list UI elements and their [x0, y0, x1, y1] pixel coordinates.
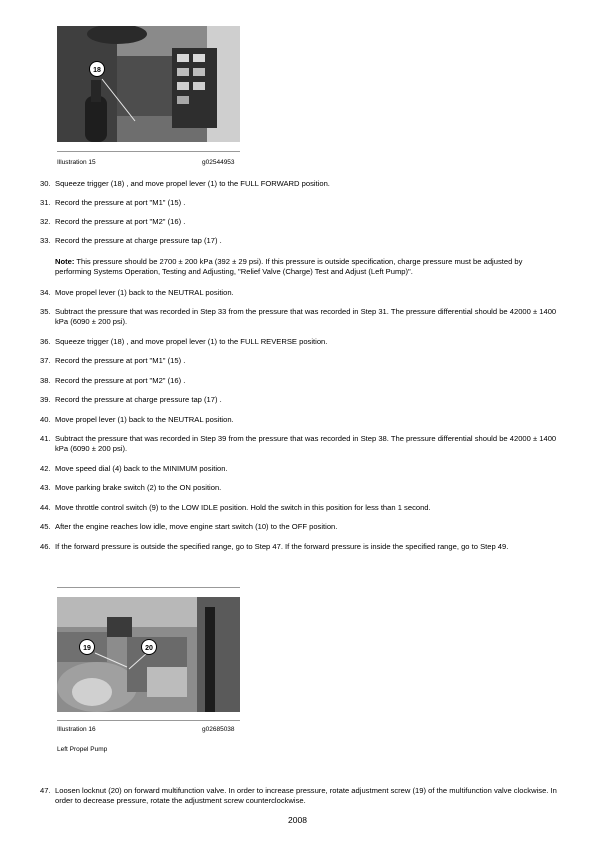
- step-number: 45.: [40, 522, 51, 531]
- step-number: 38.: [40, 376, 51, 385]
- step-text: Record the pressure at port "M1" (15) .: [55, 198, 186, 207]
- step-number: 33.: [40, 236, 51, 245]
- illustration-16: [57, 587, 240, 757]
- note-label: Note:: [55, 257, 75, 266]
- step-text: Move propel lever (1) back to the NEUTRAL position.: [55, 288, 234, 297]
- step-number: 47.: [40, 786, 51, 795]
- step-text: Squeeze trigger (18) , and move propel lever (1) to the FULL FORWARD position.: [55, 179, 330, 188]
- note: [55, 257, 560, 277]
- illustration-15-label: Illustration 15: [57, 159, 96, 166]
- step-number: 30.: [40, 179, 51, 188]
- step-text: Move propel lever (1) back to the NEUTRAL position.: [55, 415, 234, 424]
- step-text: Move speed dial (4) back to the MINIMUM position.: [55, 464, 228, 473]
- step-text: After the engine reaches low idle, move engine start switch (10) to the OFF position.: [55, 522, 338, 531]
- illustration-16-top-rule: [57, 587, 240, 588]
- step-text: Squeeze trigger (18) , and move propel lever (1) to the FULL REVERSE position.: [55, 337, 328, 346]
- callout-19-label: 19: [83, 645, 91, 652]
- illustration-15: [57, 26, 240, 171]
- callout-layer: [57, 26, 240, 142]
- step-text: Move throttle control switch (9) to the LOW IDLE position. Hold the switch in this position for less than 1 second.: [55, 503, 431, 512]
- step-number: 31.: [40, 198, 51, 207]
- illustration-15-id: g02544953: [202, 159, 235, 166]
- callout-20-label: 20: [145, 645, 153, 652]
- illustration-16-bottom-rule: [57, 720, 240, 721]
- step-number: 41.: [40, 434, 51, 443]
- step-text: Loosen locknut (20) on forward multifunction valve. In order to increase pressure, rotate adjustment screw (19) of the multifunction valve clockwise. In order to decrease pressure, rotate the adjustment screw counterclockwise.: [55, 786, 557, 805]
- step-text: Move parking brake switch (2) to the ON position.: [55, 483, 222, 492]
- step-text: If the forward pressure is outside the specified range, go to Step 47. If the forward pressure is inside the specified range, go to Step 49.: [55, 542, 509, 551]
- step-number: 46.: [40, 542, 51, 551]
- step-number: 37.: [40, 356, 51, 365]
- step-number: 42.: [40, 464, 51, 473]
- illustration-16-subcaption: Left Propel Pump: [57, 746, 108, 753]
- step-number: 35.: [40, 307, 51, 316]
- step-number: 39.: [40, 395, 51, 404]
- step-text: Subtract the pressure that was recorded in Step 33 from the pressure that was recorded in Step 31. The pressure differential should be 42000 ± 1400 kPa (6090 ± 200 psi).: [55, 307, 557, 326]
- illustration-16-label: Illustration 16: [57, 726, 96, 733]
- illustration-15-photo: [57, 26, 240, 142]
- step-number: 36.: [40, 337, 51, 346]
- callout-layer: [57, 597, 240, 712]
- note-text: This pressure should be 2700 ± 200 kPa (392 ± 29 psi). If this pressure is outside specification, charge pressure must be adjusted by performing Systems Operation, Testing and Adjusting, "Relief Valve (Charge) Test and Adjust (Left Pump)".: [55, 257, 523, 276]
- illustration-15-rule: [57, 151, 240, 152]
- step-text: Subtract the pressure that was recorded in Step 39 from the pressure that was recorded in Step 38. The pressure differential should be 42000 ± 1400 kPa (6090 ± 200 psi).: [55, 434, 557, 453]
- step-number: 32.: [40, 217, 51, 226]
- step-text: Record the pressure at charge pressure tap (17) .: [55, 395, 222, 404]
- callout-18-label: 18: [93, 67, 101, 74]
- step-text: Record the pressure at port "M2" (16) .: [55, 376, 186, 385]
- illustration-16-photo: [57, 597, 240, 712]
- illustration-16-id: g02685038: [202, 726, 235, 733]
- step-number: 43.: [40, 483, 51, 492]
- step-text: Record the pressure at charge pressure tap (17) .: [55, 236, 222, 245]
- step-number: 40.: [40, 415, 51, 424]
- step-text: Record the pressure at port "M2" (16) .: [55, 217, 186, 226]
- step-number: 34.: [40, 288, 51, 297]
- step-number: 44.: [40, 503, 51, 512]
- page-number: 2008: [288, 815, 307, 825]
- step-text: Record the pressure at port "M1" (15) .: [55, 356, 186, 365]
